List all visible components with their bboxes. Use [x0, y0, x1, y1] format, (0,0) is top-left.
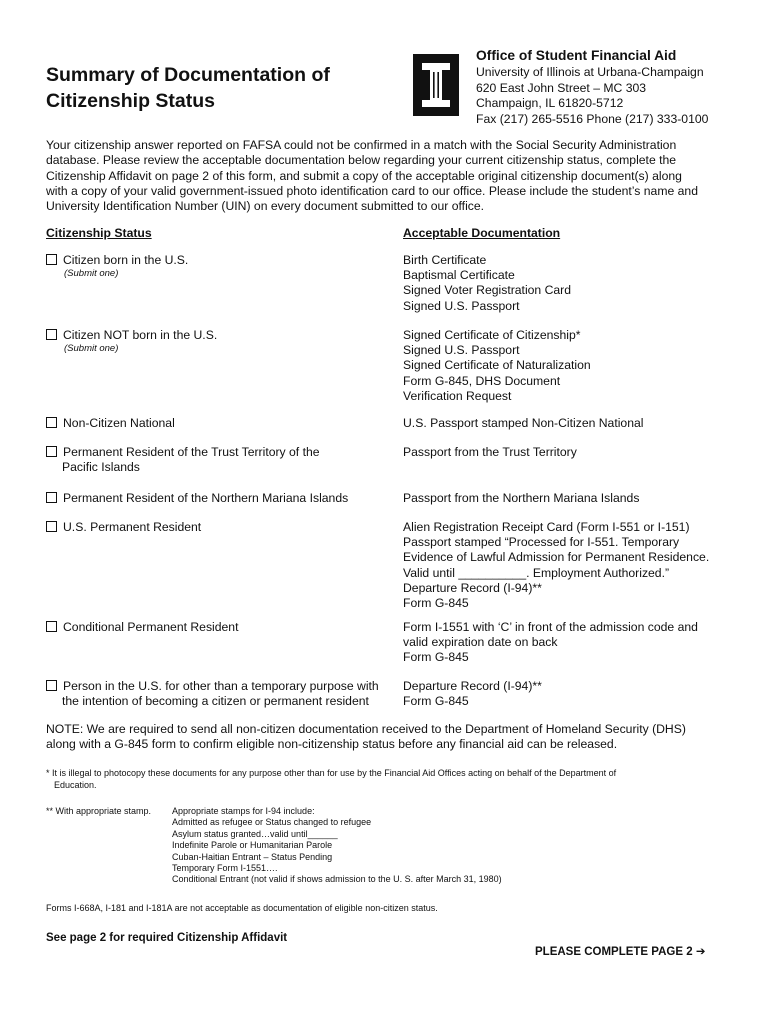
- status-label: Permanent Resident of the Northern Mariana Islands: [63, 491, 349, 505]
- checkbox[interactable]: [46, 254, 57, 265]
- submit-one-note: (Submit one): [64, 268, 119, 280]
- status-label: Permanent Resident of the Trust Territory of the: [63, 445, 320, 459]
- doc-item: Passport stamped “Processed for I-551. Temporary: [403, 535, 680, 550]
- status-label-cont: the intention of becoming a citizen or permanent resident: [62, 694, 369, 709]
- footnote-stamps-label: ** With appropriate stamp.: [46, 806, 152, 816]
- doc-item: Form G-845: [403, 650, 469, 665]
- doc-item: Form I-1551 with ‘C’ in front of the admission code and: [403, 620, 698, 634]
- doc-item: Baptismal Certificate: [403, 268, 515, 283]
- doc-item: Verification Request: [403, 388, 512, 403]
- doc-item: Signed U.S. Passport: [403, 343, 520, 358]
- acceptable-documentation-header: Acceptable Documentation: [403, 226, 561, 240]
- office-line: Fax (217) 265-5516 Phone (217) 333-0100: [476, 111, 709, 126]
- checkbox[interactable]: [46, 521, 57, 532]
- documentation-list: [403, 620, 733, 666]
- footnote-line: Education.: [54, 779, 97, 790]
- intro-line: with a copy of your valid government-issued photo identification card to our office. Please include the student’s name and: [46, 183, 698, 198]
- doc-item: Signed U.S. Passport: [403, 298, 520, 313]
- doc-item: Departure Record (I-94)**: [403, 580, 542, 595]
- doc-item: Form G-845, DHS Document: [403, 373, 561, 388]
- status-label: Person in the U.S. for other than a temporary purpose with: [63, 679, 379, 693]
- status-label: Non-Citizen National: [63, 416, 175, 430]
- intro-line: Citizenship Affidavit on page 2 of this form, and submit a copy of the acceptable original citizenship document(s) along: [46, 168, 682, 183]
- footnote-photocopy: [46, 768, 706, 791]
- doc-item: Signed Certificate of Naturalization: [403, 358, 591, 373]
- doc-item: Form G-845: [403, 694, 469, 709]
- office-line: 620 East John Street – MC 303: [476, 80, 647, 95]
- status-label: U.S. Permanent Resident: [63, 520, 202, 534]
- documentation-list: [403, 416, 733, 431]
- documentation-list: [403, 253, 733, 314]
- stamp-item: Appropriate stamps for I-94 include:: [172, 806, 315, 816]
- note-line: along with a G-845 form to confirm eligible non-citizenship status before any financial aid can be released.: [46, 737, 618, 752]
- block-i-icon: [413, 54, 459, 116]
- checkbox[interactable]: [46, 492, 57, 503]
- stamp-item: Admitted as refugee or Status changed to refugee: [172, 817, 372, 828]
- doc-item: Alien Registration Receipt Card (Form I-551 or I-151): [403, 520, 690, 534]
- office-name: Office of Student Financial Aid: [476, 48, 677, 63]
- dhs-note: [46, 722, 736, 753]
- office-address-block: [476, 47, 708, 127]
- intro-line: Your citizenship answer reported on FAFSA could not be confirmed in a match with the Social Security Administration: [46, 138, 677, 152]
- stamp-item: Indefinite Parole or Humanitarian Parole: [172, 840, 333, 851]
- see-page-2-note: See page 2 for required Citizenship Affidavit: [46, 932, 288, 944]
- status-label: Citizen NOT born in the U.S.: [63, 328, 218, 342]
- intro-paragraph: [46, 138, 726, 214]
- intro-line: University Identification Number (UIN) on every document submitted to our office.: [46, 199, 485, 214]
- doc-item: Form G-845: [403, 596, 469, 611]
- doc-item: Evidence of Lawful Admission for Permanent Residence.: [403, 550, 710, 565]
- doc-item: Passport from the Northern Mariana Islands: [403, 491, 640, 505]
- checkbox[interactable]: [46, 329, 57, 340]
- intro-line: database. Please review the acceptable documentation below regarding your current citizenship status, complete the: [46, 153, 677, 168]
- doc-item: Signed Certificate of Citizenship*: [403, 328, 581, 342]
- citizenship-status-header: Citizenship Status: [46, 226, 152, 240]
- documentation-list: [403, 679, 733, 709]
- stamp-item: Asylum status granted…valid until______: [172, 828, 338, 839]
- doc-item: valid expiration date on back: [403, 635, 558, 650]
- stamp-item: Conditional Entrant (not valid if shows admission to the U. S. after March 31, 1980): [172, 874, 502, 885]
- stamp-list: [172, 806, 502, 886]
- doc-item: U.S. Passport stamped Non-Citizen National: [403, 416, 644, 430]
- doc-item: Passport from the Trust Territory: [403, 445, 577, 459]
- documentation-list: [403, 520, 733, 611]
- status-label-cont: Pacific Islands: [62, 460, 140, 475]
- checkbox[interactable]: [46, 446, 57, 457]
- university-logo: [413, 54, 459, 116]
- checkbox[interactable]: [46, 621, 57, 632]
- title-line-2: Citizenship Status: [46, 90, 216, 112]
- status-label: Citizen born in the U.S.: [63, 253, 189, 267]
- stamp-item: Temporary Form I-1551….: [172, 863, 278, 874]
- footnote-line: * It is illegal to photocopy these documents for any purpose other than for use by the Financial Aid Offices acting on behalf of the Department of: [46, 768, 617, 778]
- doc-item: Birth Certificate: [403, 253, 487, 267]
- title-line-1: Summary of Documentation of: [46, 64, 330, 86]
- status-label: Conditional Permanent Resident: [63, 620, 239, 634]
- note-line: NOTE: We are required to send all non-citizen documentation received to the Department of Homeland Security (DHS): [46, 722, 686, 736]
- office-line: Champaign, IL 61820-5712: [476, 96, 624, 111]
- documentation-list: [403, 328, 733, 404]
- doc-item: Signed Voter Registration Card: [403, 283, 572, 298]
- documentation-list: [403, 491, 733, 506]
- footnote-unacceptable-forms: Forms I-668A, I-181 and I-181A are not acceptable as documentation of eligible non-citizen status.: [46, 903, 438, 913]
- doc-item: Valid until __________. Employment Authorized.”: [403, 565, 670, 580]
- please-complete-page-2: PLEASE COMPLETE PAGE 2 ➔: [535, 946, 706, 958]
- documentation-list: [403, 445, 733, 460]
- checkbox[interactable]: [46, 680, 57, 691]
- stamp-item: Cuban-Haitian Entrant – Status Pending: [172, 851, 333, 862]
- checkbox[interactable]: [46, 417, 57, 428]
- page-title: [46, 62, 330, 114]
- doc-item: Departure Record (I-94)**: [403, 679, 542, 693]
- footnote-stamps: [46, 806, 502, 886]
- submit-one-note: (Submit one): [64, 343, 119, 355]
- office-line: University of Illinois at Urbana-Champaign: [476, 65, 704, 79]
